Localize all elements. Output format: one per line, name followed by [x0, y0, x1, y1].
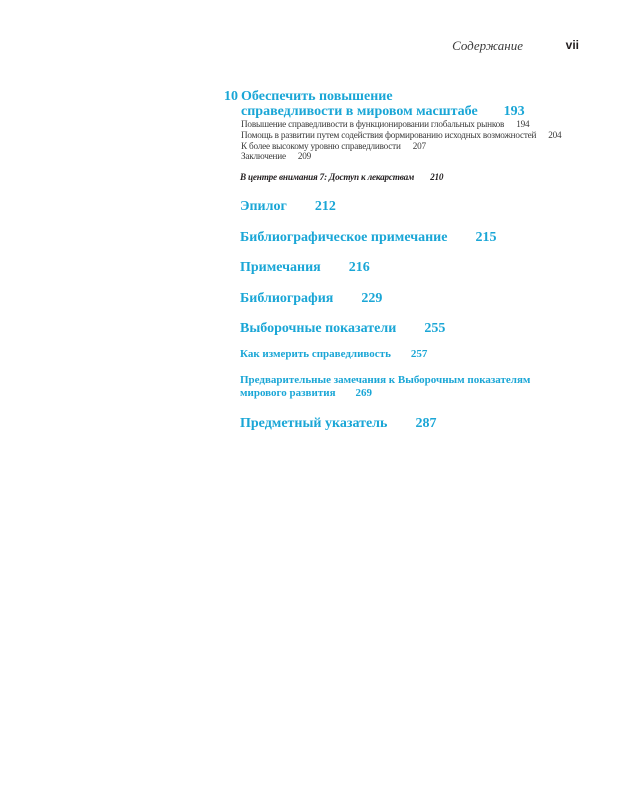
entry-page: 255 [424, 321, 446, 336]
toc-section[interactable] [241, 151, 586, 162]
entry-page: 229 [361, 291, 383, 306]
chapter-page: 193 [503, 104, 525, 119]
entry-title-line2: мирового развития [240, 387, 336, 399]
entry-page: 287 [415, 416, 437, 431]
toc-entry-measure[interactable] [240, 348, 570, 361]
page-number: vii [565, 38, 579, 52]
toc-entry-bibliography[interactable] [240, 291, 382, 307]
section-page: 209 [297, 151, 312, 162]
toc-entry-epilog[interactable] [240, 199, 336, 215]
toc-entry-bibliographic-note[interactable] [240, 230, 496, 246]
chapter-title-line2: справедливости в мировом масштабе [241, 104, 478, 119]
entry-page: 257 [410, 348, 428, 360]
running-title: Содержание [452, 38, 523, 53]
toc-section[interactable] [241, 119, 586, 130]
entry-page: 269 [355, 387, 373, 399]
focus-title: В центре внимания 7: Доступ к лекарствам [240, 172, 415, 182]
entry-page: 215 [475, 230, 497, 245]
toc-entry-preliminary[interactable] [240, 374, 570, 400]
toc-entry-indicators[interactable] [240, 321, 445, 337]
entry-title-line1: Предварительные замечания к Выборочным показателям [240, 374, 531, 386]
section-page: 207 [412, 140, 426, 151]
section-title: Повышение справедливости в функционировании глобальных рынков [241, 119, 505, 129]
entry-page: 212 [314, 199, 336, 214]
entry-title: Эпилог [240, 199, 287, 214]
chapter-number: 10 [224, 89, 238, 104]
entry-title: Выборочные показатели [240, 321, 397, 336]
running-header [0, 38, 625, 54]
section-page: 204 [548, 129, 562, 140]
chapter-title-line1: Обеспечить повышение [241, 89, 393, 104]
toc-section[interactable] [241, 130, 586, 141]
entry-page: 216 [348, 260, 370, 275]
entry-title: Предметный указатель [240, 416, 388, 431]
focus-entry[interactable] [240, 172, 443, 182]
section-title: К более высокому уровню справедливости [241, 140, 401, 151]
toc-entry-notes[interactable] [240, 260, 370, 276]
focus-page: 210 [430, 172, 444, 182]
entry-title: Библиография [240, 291, 334, 306]
entry-title: Примечания [240, 260, 321, 275]
entry-title: Библиографическое примечание [240, 230, 448, 245]
section-page: 194 [516, 119, 530, 129]
chapter-title[interactable] [241, 89, 581, 119]
section-title: Заключение [241, 151, 286, 162]
toc-section[interactable] [241, 141, 586, 152]
entry-title: Как измерить справедливость [240, 348, 391, 360]
section-list [241, 119, 586, 162]
toc-entry-index[interactable] [240, 416, 436, 432]
section-title: Помощь в развитии путем содействия формированию исходных возможностей [241, 129, 537, 140]
